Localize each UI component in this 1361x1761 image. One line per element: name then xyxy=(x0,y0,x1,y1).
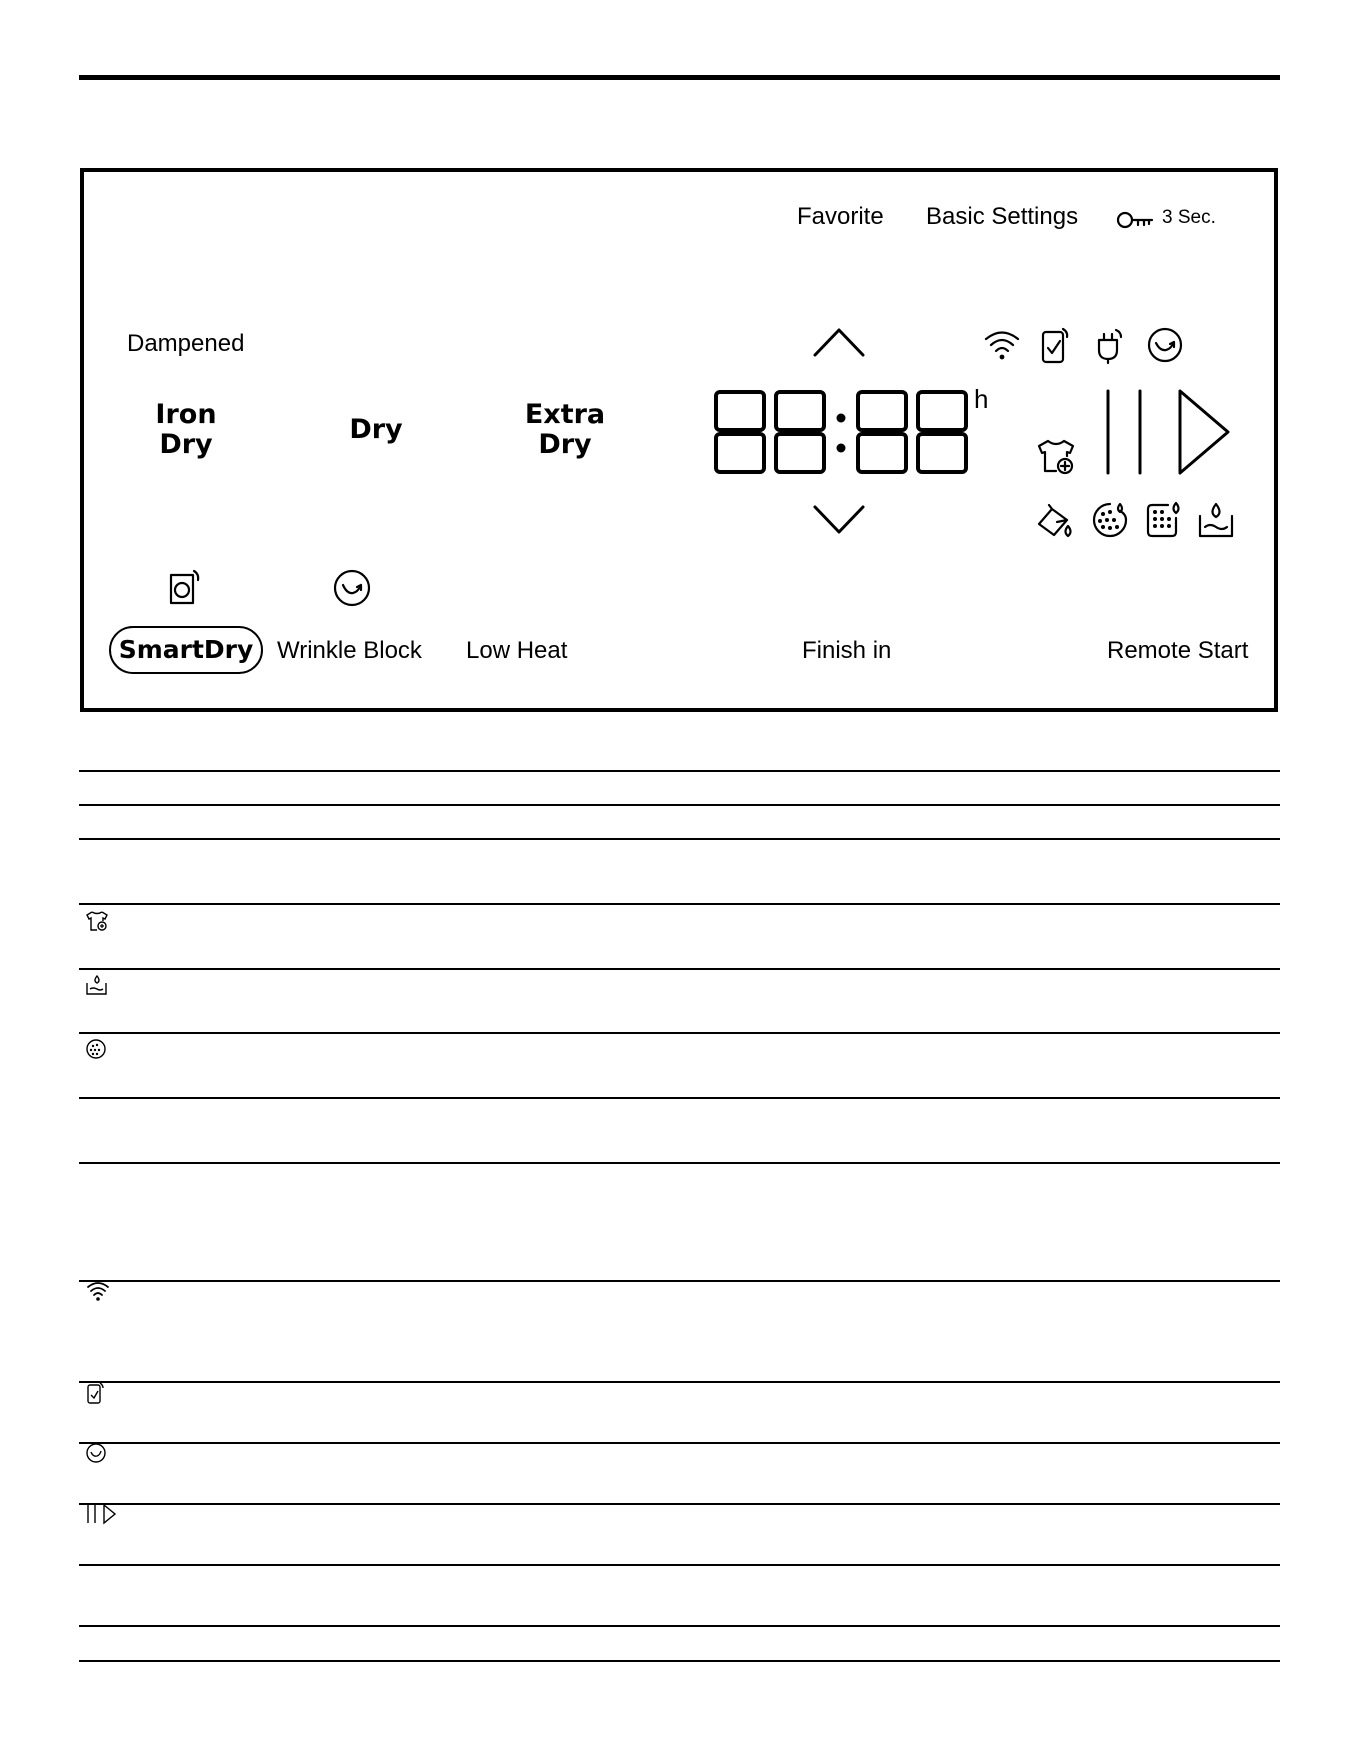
finish-in-label[interactable]: Finish in xyxy=(802,637,892,664)
control-panel xyxy=(80,168,1278,712)
arrow-up-icon[interactable] xyxy=(813,327,865,357)
favorite-label[interactable]: Favorite xyxy=(797,203,884,230)
table-rule xyxy=(79,838,1280,840)
wrinkle-block-icon xyxy=(1146,326,1184,364)
table-pause-start-icon xyxy=(85,1503,119,1525)
wrinkle-block-label[interactable]: Wrinkle Block xyxy=(277,637,422,664)
program-extra-dry[interactable]: Extra Dry xyxy=(524,399,606,460)
lock-duration-label: 3 Sec. xyxy=(1162,207,1216,228)
table-rule xyxy=(79,1442,1280,1444)
header-rule xyxy=(79,75,1280,80)
basic-settings-label[interactable]: Basic Settings xyxy=(926,203,1079,230)
pause-start-control[interactable] xyxy=(1100,388,1250,478)
plug-icon xyxy=(1094,326,1126,364)
drain-icon xyxy=(1034,500,1076,540)
table-rule xyxy=(79,1162,1280,1164)
remote-phone-icon xyxy=(1040,326,1072,364)
program-dry[interactable]: Dry xyxy=(349,414,403,445)
program-iron-dry[interactable]: Iron Dry xyxy=(155,399,217,460)
remote-start-label[interactable]: Remote Start xyxy=(1107,637,1249,664)
smartdry-button[interactable]: SmartDry xyxy=(109,626,263,674)
table-rule xyxy=(79,1503,1280,1505)
table-rule xyxy=(79,968,1280,970)
low-heat-label[interactable]: Low Heat xyxy=(466,637,568,664)
start-icon xyxy=(1180,391,1228,473)
wifi-icon xyxy=(984,330,1020,360)
table-rule xyxy=(79,1381,1280,1383)
lint-filter-icon xyxy=(1090,500,1132,540)
key-lock-icon xyxy=(1116,209,1156,231)
condenser-icon xyxy=(1144,500,1186,540)
table-water-tank-icon xyxy=(85,974,109,996)
table-rule xyxy=(79,770,1280,772)
table-wrinkle-block-icon xyxy=(85,1442,109,1466)
table-rule xyxy=(79,903,1280,905)
water-tank-icon xyxy=(1196,500,1238,540)
table-remote-phone-icon xyxy=(86,1381,108,1405)
table-shirt-plus-icon xyxy=(85,910,109,932)
table-rule xyxy=(79,1032,1280,1034)
time-display xyxy=(710,388,1000,478)
table-lint-filter-icon xyxy=(85,1038,109,1060)
pause-icon xyxy=(1108,391,1140,473)
shirt-plus-icon xyxy=(1036,438,1076,476)
dampened-label: Dampened xyxy=(127,330,245,357)
table-rule xyxy=(79,1097,1280,1099)
table-rule xyxy=(79,1280,1280,1282)
table-rule xyxy=(79,804,1280,806)
table-wifi-icon xyxy=(86,1280,112,1302)
display-unit: h xyxy=(974,384,989,414)
wrinkle-guard-icon xyxy=(332,568,372,608)
arrow-down-icon[interactable] xyxy=(813,505,865,535)
smartdry-icon xyxy=(168,568,204,606)
table-rule xyxy=(79,1625,1280,1627)
table-rule xyxy=(79,1564,1280,1566)
table-rule xyxy=(79,1660,1280,1662)
